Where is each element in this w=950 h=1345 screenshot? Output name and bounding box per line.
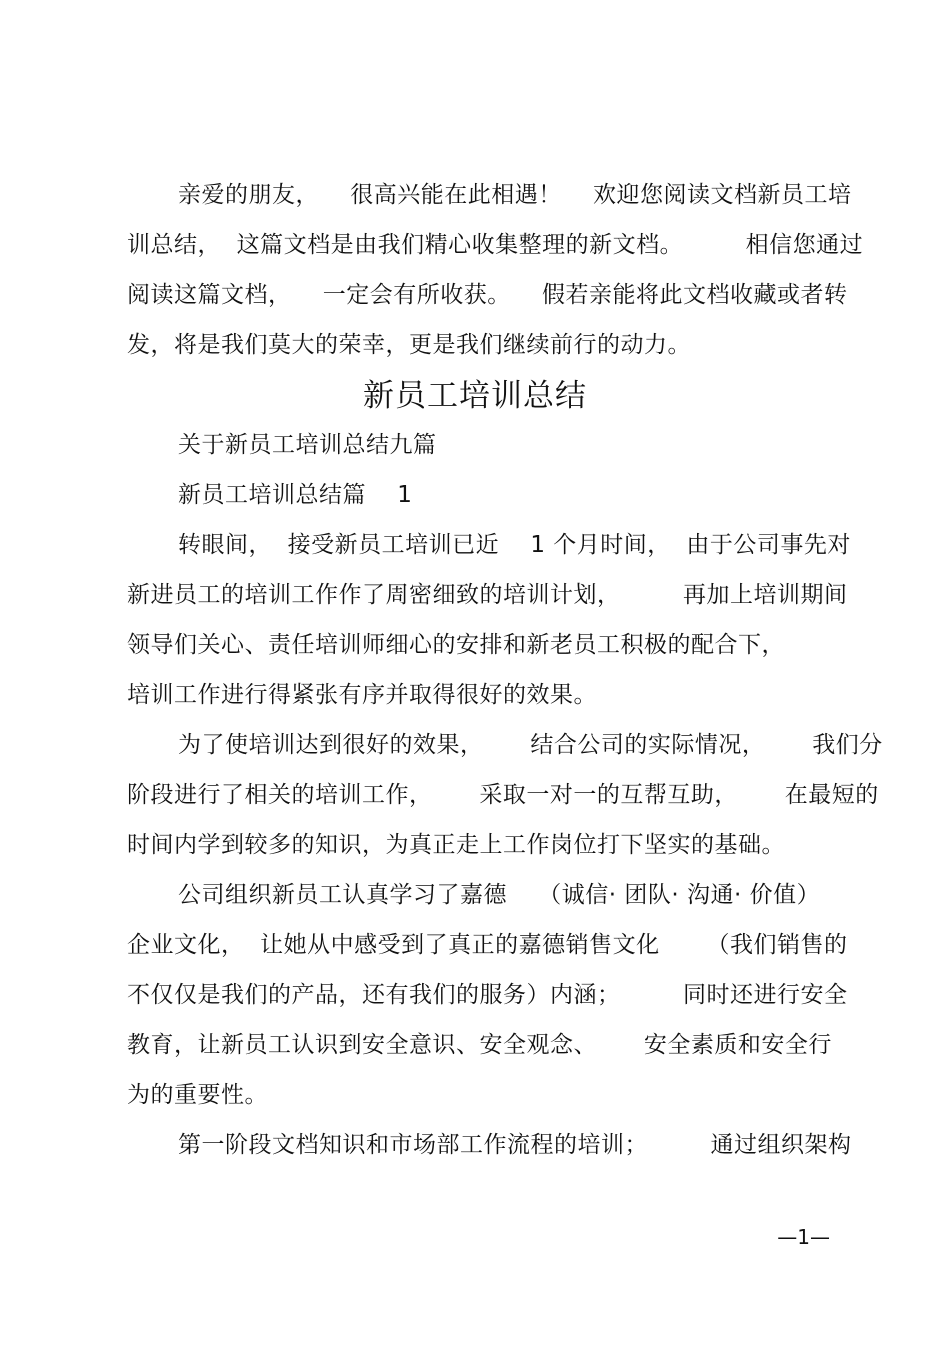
document-title: 新员工培训总结 bbox=[363, 378, 587, 414]
body-line-2: 新进员工的培训工作作了周密细致的培训计划， 再加上培训期间 bbox=[127, 582, 848, 608]
body-line-4: 培训工作进行得紧张有序并取得很好的效果。 bbox=[127, 682, 597, 708]
body-line-5: 为了使培训达到很好的效果， 结合公司的实际情况， 我们分 bbox=[178, 732, 883, 758]
intro-line-1: 亲爱的朋友， 很高兴能在此相遇！ 欢迎您阅读文档新员工培 bbox=[178, 182, 852, 208]
document-subtitle: 关于新员工培训总结九篇 bbox=[178, 432, 437, 458]
body-line-3: 领导们关心、责任培训师细心的安排和新老员工积极的配合下， bbox=[127, 632, 785, 658]
page-number: —1— bbox=[777, 1225, 830, 1249]
body-line-10: 不仅仅是我们的产品，还有我们的服务）内涵； 同时还进行安全 bbox=[127, 982, 848, 1008]
intro-line-3: 阅读这篇文档， 一定会有所收获。 假若亲能将此文档收藏或者转 bbox=[127, 282, 848, 308]
body-line-13: 第一阶段文档知识和市场部工作流程的培训； 通过组织架构 bbox=[178, 1132, 852, 1158]
body-line-9: 企业文化， 让她从中感受到了真正的嘉德销售文化 （我们销售的 bbox=[127, 932, 848, 958]
intro-line-4: 发，将是我们莫大的荣幸，更是我们继续前行的动力。 bbox=[127, 332, 691, 358]
body-line-8: 公司组织新员工认真学习了嘉德 （诚信· 团队· 沟通· 价值） bbox=[178, 882, 821, 908]
body-line-6: 阶段进行了相关的培训工作， 采取一对一的互帮互助， 在最短的 bbox=[127, 782, 879, 808]
body-line-7: 时间内学到较多的知识，为真正走上工作岗位打下坚实的基础。 bbox=[127, 832, 785, 858]
body-line-12: 为的重要性。 bbox=[127, 1082, 268, 1108]
section-heading: 新员工培训总结篇 1 bbox=[178, 482, 413, 508]
body-line-1: 转眼间， 接受新员工培训已近 1 个月时间， 由于公司事先对 bbox=[178, 532, 851, 558]
body-line-11: 教育，让新员工认识到安全意识、安全观念、 安全素质和安全行 bbox=[127, 1032, 832, 1058]
intro-line-2: 训总结， 这篇文档是由我们精心收集整理的新文档。 相信您通过 bbox=[127, 232, 864, 258]
